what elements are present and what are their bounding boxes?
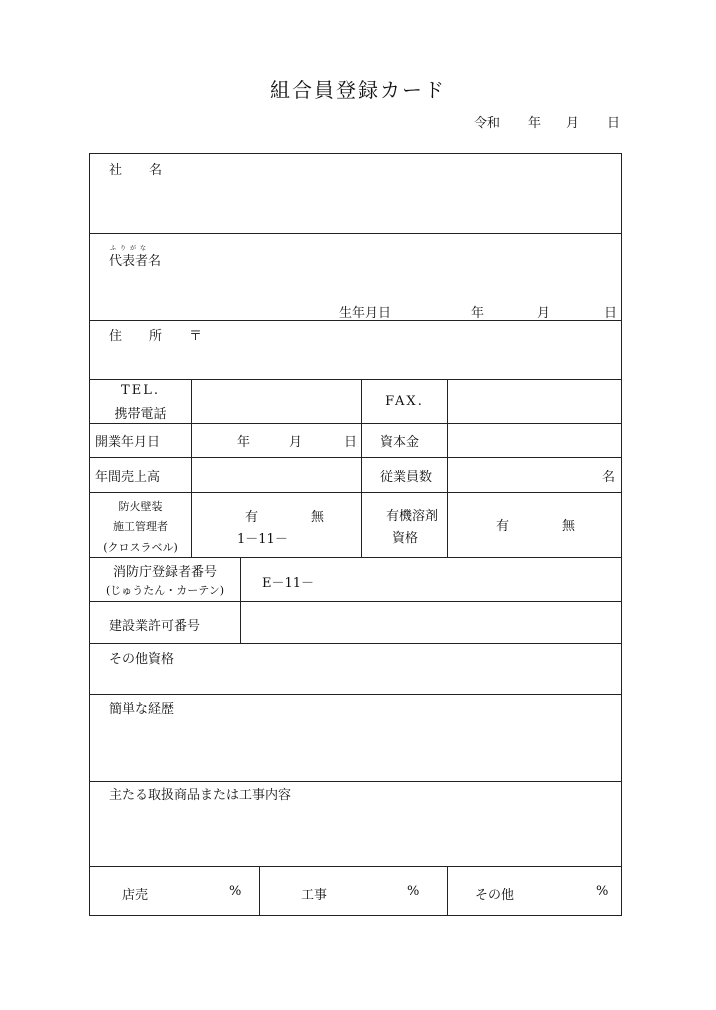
employees-label: 従業員数	[380, 470, 433, 485]
date-day: 日	[607, 116, 621, 131]
address-label-2: 所	[149, 329, 163, 344]
other-qualifications-field[interactable]	[90, 666, 621, 692]
date-era: 令和	[474, 116, 501, 131]
divider	[447, 866, 448, 916]
retail-percent: %	[229, 884, 242, 899]
main-products-label: 主たる取扱商品または工事内容	[109, 788, 292, 803]
address-label-1: 住	[109, 329, 123, 344]
opening-day: 日	[344, 435, 358, 450]
divider	[90, 643, 621, 644]
annual-sales-label: 年間売上高	[95, 470, 161, 485]
main-products-field[interactable]	[90, 804, 621, 864]
fireproof-no[interactable]: 無	[311, 510, 325, 525]
annual-sales-field[interactable]	[192, 458, 361, 492]
page-title: 組合員登録カード	[270, 78, 446, 102]
other-ratio-label: その他	[475, 888, 515, 903]
construction-ratio-label: 工事	[301, 888, 328, 903]
fireproof-label-2: 施工管理者	[113, 520, 168, 533]
opening-month: 月	[289, 435, 303, 450]
postal-mark: 〒	[189, 329, 203, 344]
date-month: 月	[566, 116, 580, 131]
company-label-2: 名	[149, 163, 163, 178]
solvent-yes[interactable]: 有	[496, 519, 510, 534]
birthdate-label: 生年月日	[339, 306, 392, 321]
other-percent: %	[596, 884, 609, 899]
construction-permit-label: 建設業許可番号	[109, 619, 201, 634]
fire-dept-label-1: 消防庁登録者番号	[112, 565, 217, 580]
fax-label: FAX.	[385, 394, 424, 409]
birthdate-day: 日	[604, 306, 618, 321]
divider	[90, 492, 621, 493]
fax-field[interactable]	[448, 380, 621, 423]
divider	[259, 866, 260, 916]
solvent-label-2: 資格	[392, 531, 419, 546]
fireproof-yes[interactable]: 有	[245, 510, 259, 525]
solvent-label-1: 有機溶剤	[386, 509, 439, 524]
company-name-field[interactable]	[90, 179, 621, 229]
birthdate-month: 月	[537, 306, 551, 321]
divider	[90, 781, 621, 782]
fire-dept-label-2: (じゅうたん・カーテン)	[105, 584, 225, 597]
tel-field[interactable]	[192, 380, 361, 423]
divider	[90, 233, 621, 234]
brief-history-label: 簡単な経歴	[109, 702, 175, 717]
solvent-no[interactable]: 無	[562, 519, 576, 534]
representative-field[interactable]	[90, 269, 621, 299]
capital-field[interactable]	[448, 424, 621, 457]
construction-permit-field[interactable]	[241, 602, 621, 643]
representative-label: 代表者名	[109, 254, 162, 269]
fire-dept-number: E－11－	[262, 576, 315, 591]
date-year: 年	[528, 116, 542, 131]
registration-form	[89, 153, 622, 916]
employees-unit: 名	[602, 470, 616, 485]
divider	[90, 694, 621, 695]
fireproof-label-3: (クロスラベル)	[103, 541, 178, 554]
opening-year: 年	[237, 435, 251, 450]
birthdate-year: 年	[471, 306, 485, 321]
brief-history-field[interactable]	[90, 718, 621, 778]
capital-label: 資本金	[380, 435, 420, 450]
retail-label: 店売	[122, 888, 149, 903]
tel-label: TEL.	[121, 383, 160, 398]
other-qualifications-label: その他資格	[109, 652, 175, 667]
divider	[90, 557, 621, 558]
address-field[interactable]	[210, 324, 615, 374]
divider	[90, 866, 621, 867]
construction-percent: %	[407, 884, 420, 899]
opening-date-label: 開業年月日	[95, 435, 161, 450]
fireproof-label-1: 防火壁装	[118, 500, 163, 513]
representative-furigana: ふりがな	[110, 245, 151, 252]
fireproof-number: 1－11－	[237, 532, 288, 547]
company-label-1: 社	[109, 163, 123, 178]
mobile-label: 携帯電話	[114, 407, 167, 422]
